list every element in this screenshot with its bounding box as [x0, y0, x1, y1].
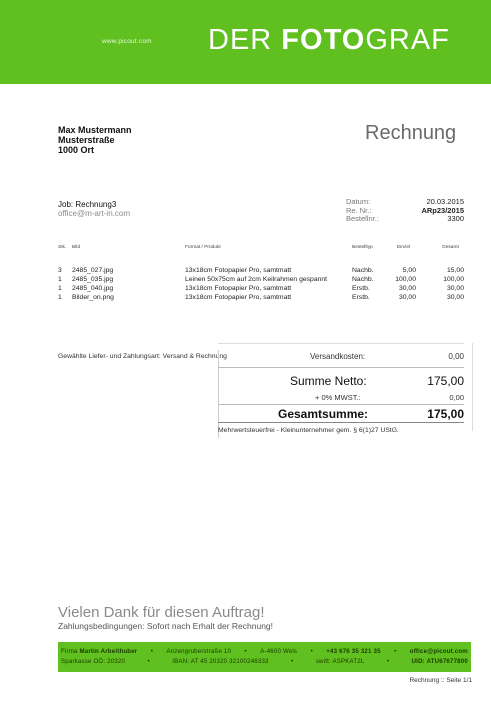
row-qty: 3 — [58, 267, 62, 274]
footer-sep: • — [147, 658, 150, 665]
invoice-meta — [346, 198, 464, 224]
row-unit-price: 30,00 — [398, 285, 416, 292]
customer-street: Musterstraße — [58, 135, 115, 145]
totals-left-line — [218, 350, 219, 438]
vat-label: + 0% MWST.: — [315, 393, 361, 402]
row-ordertype: Erstb. — [352, 285, 370, 292]
footer-email: office@picout.com — [409, 648, 468, 655]
payment-terms: Zahlungsbedingungen: Sofort nach Erhalt der Rechnung! — [58, 621, 274, 631]
brand-right: GRAF — [365, 24, 450, 56]
totals-right-line — [472, 343, 473, 431]
row-product: Leinen 50x75cm auf 2cm Keilrahmen gespannt — [185, 276, 328, 283]
tax-note: Mehrwertsteuerfrei - Kleinunternehmer gem. § 6(1)27 UStG. — [218, 427, 399, 434]
footer-owner: Martin Arbeithuber — [79, 648, 138, 655]
meta-invoice-value: ARp23/2015 — [421, 205, 464, 215]
col-header-qty: Stk. — [58, 245, 67, 250]
net-total-label: Summe Netto: — [290, 374, 367, 388]
job-info — [58, 200, 130, 218]
job-email: office@m-art-in.com — [58, 209, 130, 218]
row-product: 13x18cm Fotopapier Pro, samtmatt — [185, 294, 292, 301]
row-image: 2485_035.jpg — [72, 276, 114, 283]
col-header-ordertype: Bestelltyp — [352, 245, 373, 250]
website-text: www.picout.com — [102, 38, 152, 45]
customer-name: Max Mustermann — [58, 125, 132, 135]
footer-sep: • — [394, 648, 397, 655]
divider-grand-total — [218, 422, 464, 423]
row-total: 30,00 — [446, 285, 464, 292]
meta-invoice-label: Re. Nr.: — [346, 205, 372, 215]
row-product: 13x18cm Fotopapier Pro, samtmatt — [185, 285, 292, 292]
job-label: Job: Rechnung3 — [58, 200, 117, 209]
row-ordertype: Erstb. — [352, 294, 370, 301]
shipping-method: Gewählte Liefer- und Zahlungsart: Versand & Rechnung — [58, 353, 227, 360]
row-product: 13x18cm Fotopapier Pro, samtmatt — [185, 267, 292, 274]
col-header-format: Format / Produkt — [185, 245, 221, 250]
row-image: 2485_027.jpg — [72, 267, 114, 274]
shipping-cost-value: 0,00 — [448, 352, 464, 361]
grand-total-value: 175,00 — [427, 407, 464, 421]
col-header-image: Bild — [72, 245, 80, 250]
brand-logo — [208, 24, 450, 57]
row-ordertype: Nachb. — [352, 267, 374, 274]
meta-order-label: Bestellnr.: — [346, 214, 379, 223]
row-image: 2485_040.jpg — [72, 285, 114, 292]
footer-company-line — [61, 648, 468, 655]
footer-sep: • — [244, 648, 247, 655]
row-total: 15,00 — [446, 267, 464, 274]
row-image: Bilder_on.png — [72, 294, 114, 301]
footer-bar — [58, 642, 471, 672]
row-ordertype: Nachb. — [352, 276, 374, 283]
grand-total-label: Gesamtsumme: — [278, 407, 369, 421]
footer-sep: • — [310, 648, 313, 655]
divider-vat — [218, 404, 464, 405]
brand-left: DER — [208, 24, 282, 56]
row-total: 100,00 — [443, 276, 464, 283]
footer-uid: UID: ATU67677800 — [411, 658, 468, 665]
footer-iban: IBAN: AT 45 20320 32100246333 — [172, 658, 269, 665]
customer-city: 1000 Ort — [58, 145, 95, 155]
meta-date-label: Datum: — [346, 197, 371, 206]
thank-you-text: Vielen Dank für diesen Auftrag! — [58, 604, 265, 621]
col-header-total: Gesamt — [442, 245, 459, 250]
customer-address — [58, 125, 132, 155]
row-qty: 1 — [58, 276, 62, 283]
vat-value: 0,00 — [449, 393, 464, 402]
col-header-unit: Einzel — [397, 245, 411, 250]
footer-company — [61, 648, 137, 655]
footer-city: A-4600 Wels — [260, 648, 298, 655]
footer-bank: Sparkasse OÖ: 20320 — [61, 658, 126, 665]
totals-top-line — [218, 343, 464, 344]
footer-sep: • — [386, 658, 390, 665]
net-total-value: 175,00 — [427, 374, 464, 388]
footer-sep: • — [291, 658, 294, 665]
document-title: Rechnung — [365, 122, 457, 144]
row-qty: 1 — [58, 294, 62, 301]
row-total: 30,00 — [446, 294, 464, 301]
row-unit-price: 30,00 — [398, 294, 416, 301]
meta-order-value: 3300 — [447, 214, 464, 223]
footer-phone: +43 676 35 321 35 — [326, 648, 381, 655]
footer-sep: • — [150, 648, 154, 655]
meta-order-no — [346, 215, 464, 224]
meta-date-value: 20.03.2015 — [426, 197, 464, 206]
row-unit-price: 100,00 — [395, 276, 416, 283]
footer-street: Anzengruberstraße 10 — [166, 648, 232, 655]
row-qty: 1 — [58, 285, 62, 292]
shipping-cost-label: Versandkosten: — [310, 352, 366, 361]
footer-bank-line — [61, 658, 468, 665]
page-number: Rechnung :: Seite 1/1 — [409, 677, 472, 684]
row-unit-price: 5,00 — [402, 267, 416, 274]
divider-shipping — [218, 367, 464, 368]
footer-swift: swift: ASPKAT2L — [315, 658, 365, 665]
brand-bold: FOTO — [281, 24, 366, 56]
footer-firma-label: Firma — [61, 648, 78, 655]
